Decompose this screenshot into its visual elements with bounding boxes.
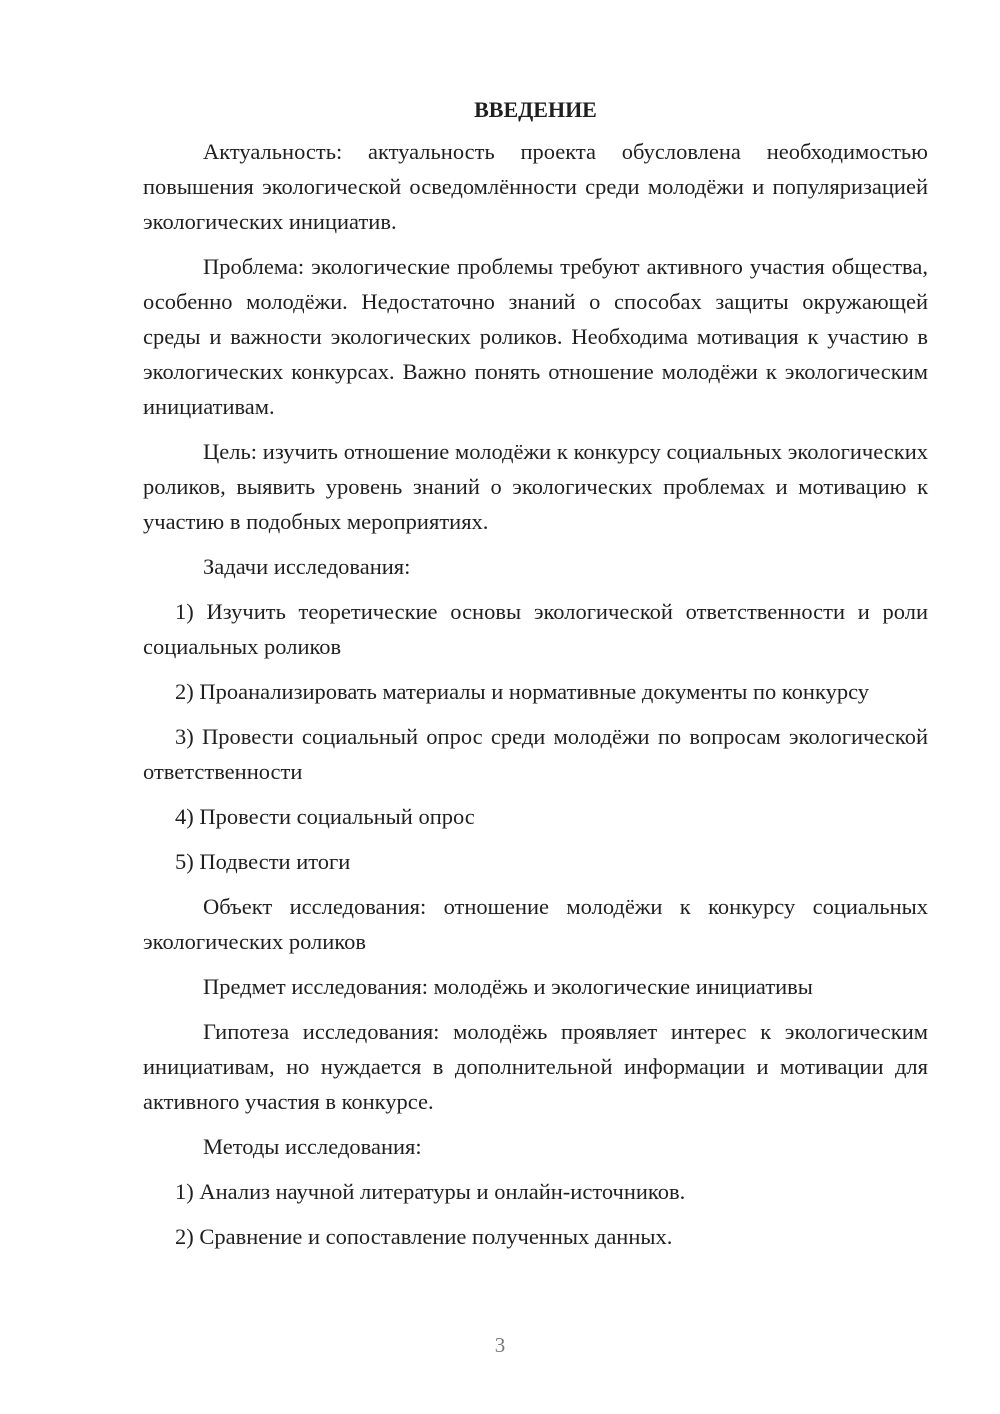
method-item-2: 2) Сравнение и сопоставление полученных данных. bbox=[175, 1224, 673, 1249]
tasks-heading: Задачи исследования: bbox=[203, 554, 411, 579]
task-item-4: 4) Провести социальный опрос bbox=[175, 804, 475, 829]
task-item-1: 1) Изучить теоретические основы экологической ответственности и роли социальных роликов bbox=[143, 599, 928, 659]
task-item-5: 5) Подвести итоги bbox=[175, 849, 351, 874]
relevance-paragraph: Актуальность: актуальность проекта обусловлена необходимостью повышения экологической осведомлённости среди молодёжи и популяризацией экологических инициатив. bbox=[143, 139, 928, 234]
methods-heading: Методы исследования: bbox=[203, 1134, 422, 1159]
document-page bbox=[143, 92, 928, 1264]
method-item-1: 1) Анализ научной литературы и онлайн-источников. bbox=[175, 1179, 686, 1204]
section-title: ВВЕДЕНИЕ bbox=[474, 97, 597, 122]
object-paragraph: Объект исследования: отношение молодёжи к конкурсу социальных экологических роликов bbox=[143, 894, 928, 954]
problem-paragraph: Проблема: экологические проблемы требуют активного участия общества, особенно молодёжи. Недостаточно знаний о способах защиты окружающей среды и важности экологических роликов. Необходима мотивация к участию в экологических конкурсах. Важно понять отношение молодёжи к экологическим инициативам. bbox=[143, 254, 928, 419]
page-number: 3 bbox=[494, 1333, 506, 1357]
goal-paragraph: Цель: изучить отношение молодёжи к конкурсу социальных экологических роликов, выявить уровень знаний о экологических проблемах и мотивацию к участию в подобных мероприятиях. bbox=[143, 439, 928, 534]
subject-paragraph: Предмет исследования: молодёжь и экологические инициативы bbox=[203, 974, 813, 999]
hypothesis-paragraph: Гипотеза исследования: молодёжь проявляет интерес к экологическим инициативам, но нуждается в дополнительной информации и мотивации для активного участия в конкурсе. bbox=[143, 1019, 928, 1114]
task-item-3: 3) Провести социальный опрос среди молодёжи по вопросам экологической ответственности bbox=[143, 724, 928, 784]
task-item-2: 2) Проанализировать материалы и нормативные документы по конкурсу bbox=[175, 679, 870, 704]
